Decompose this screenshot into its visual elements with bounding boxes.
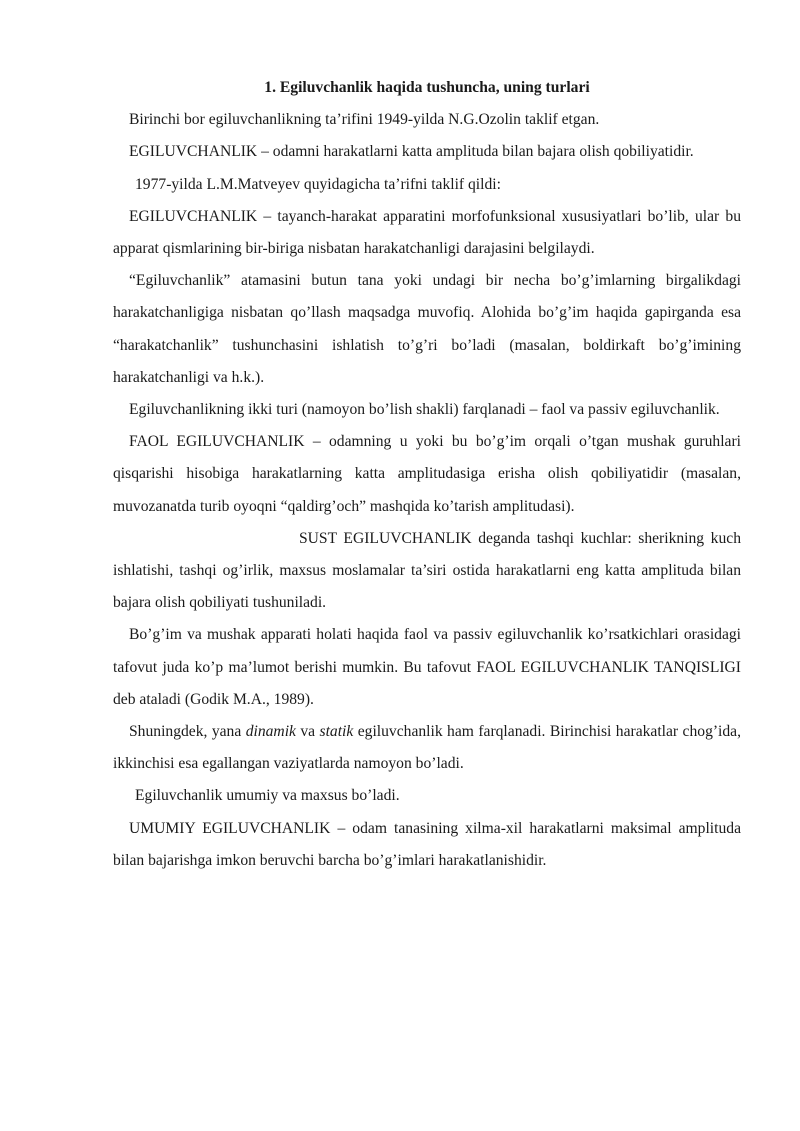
paragraph-two-types: Egiluvchanlikning ikki turi (namoyon bo’lish shakli) farqlanadi – faol va passiv egiluvchanlik. <box>129 401 720 419</box>
paragraph-general-flexibility: UMUMIY EGILUVCHANLIK – odam tanasining xilma-xil harakatlarni maksimal amplituda bilan bajarishga imkon beruvchi barcha bo’g’imlari harakatlanishidir. <box>113 819 741 869</box>
document-page <box>113 72 741 877</box>
paragraph-flexibility-definition-1: EGILUVCHANLIK – odamni harakatlarni katta amplituda bilan bajara olish qobiliyatidir. <box>129 143 694 161</box>
section-title: 1. Egiluvchanlik haqida tushuncha, uning turlari <box>264 79 590 96</box>
paragraph-dynamic-static-part2: va <box>295 723 320 741</box>
paragraph-active-deficit: Bo’g’im va mushak apparati holati haqida faol va passiv egiluvchanlik ko’rsatkichlari orasidagi tafovut juda ko’p ma’lumot berishi mumkin. Bu tafovut FAOL EGILUVCHANLIK TANQISLIGI deb ataladi (Godik M.A., 1989). <box>113 626 741 708</box>
paragraph-dynamic-static-part3: egiluvchanlik ham farqlanadi. Birinchisi harakatlar chog’ida, ikkinchisi esa egallangan vaziyatlarda namoyon bo’ladi. <box>113 723 742 773</box>
paragraph-matveyev-intro: 1977-yilda L.M.Matveyev quyidagicha ta’rifni taklif qildi: <box>135 175 501 193</box>
paragraph-flexibility-definition-2: EGILUVCHANLIK – tayanch-harakat apparatini morfofunksional xususiyatlari bo’lib, ular bu apparat qismlarining bir-biriga nisbatan harakatchanligi darajasini belgilaydi. <box>113 207 741 258</box>
paragraph-active-flexibility: FAOL EGILUVCHANLIK – odamning u yoki bu bo’g’im orqali o’tgan mushak guruhlari qisqarishi hisobiga harakatlarning katta amplitudasiga erisha olish qobiliyatidir (masalan, muvozanatda turib oyoqni “qaldirg’och” mashqida ko’tarish amplitudasi). <box>113 433 741 515</box>
paragraph-dynamic-static <box>113 716 741 780</box>
term-static: statik <box>319 723 354 741</box>
paragraph-passive-flexibility: SUST EGILUVCHANLIK deganda tashqi kuchlar: sherikning kuch ishlatishi, tashqi og’irlik, maxsus moslamalar ta’siri ostida harakatlarni eng katta amplituda bilan bajara olish qobiliyati tushuniladi. <box>113 529 741 612</box>
paragraph-general-special: Egiluvchanlik umumiy va maxsus bo’ladi. <box>135 787 400 805</box>
paragraph-ozolin-definition: Birinchi bor egiluvchanlikning ta’rifini 1949-yilda N.G.Ozolin taklif etgan. <box>129 111 600 129</box>
paragraph-dynamic-static-part1: Shuningdek, yana <box>129 723 246 741</box>
term-dynamic: dinamik <box>245 723 296 741</box>
paragraph-term-usage: “Egiluvchanlik” atamasini butun tana yoki undagi bir necha bo’g’imlarning birgalikdagi harakatchanligiga nisbatan qo’llash maqsadga muvofiq. Alohida bo’g’im haqida gapirganda esa “harakatchanlik” tushunchasini ishlatish to’g’ri bo’ladi (masalan, boldirkaft bo’g’imining harakatchanligi va h.k.). <box>113 272 741 386</box>
